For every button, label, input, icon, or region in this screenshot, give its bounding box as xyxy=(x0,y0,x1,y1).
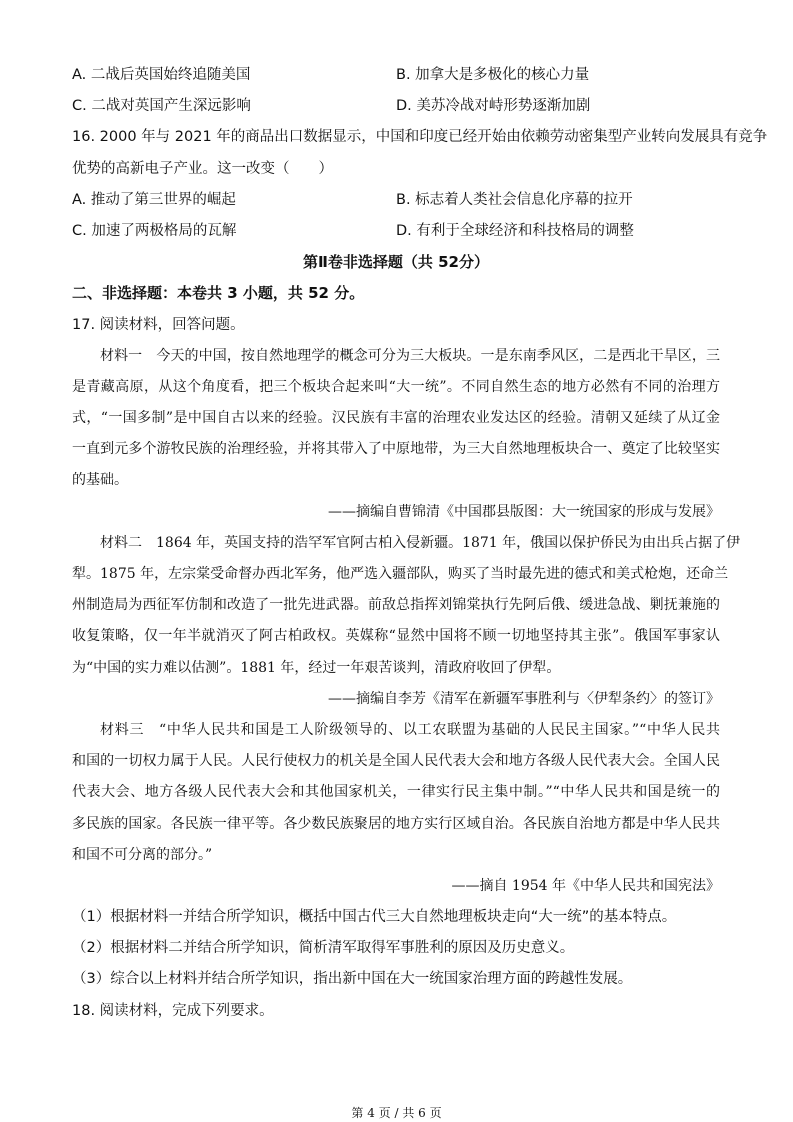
q16-options-row-1 xyxy=(72,185,720,216)
section-heading: 二、非选择题：本卷共 3 小题，共 52 分。 xyxy=(72,284,365,303)
material-2-line: 材料二 1864 年，英国支持的浩罕军官阿古柏入侵新疆。1871 年，俄国以保护侨民为由出兵占据了伊 xyxy=(100,534,741,551)
q17-stem: 17. 阅读材料，回答问题。 xyxy=(72,316,245,333)
material-2-line: 州制造局为西征军仿制和改造了一批先进武器。前敌总指挥刘锦棠执行先阿后俄、缓进急战、剿抚兼施的 xyxy=(72,597,720,614)
page-footer: 第 4 页 / 共 6 页 xyxy=(351,1106,442,1120)
q16-stem-line: 优势的高新电子产业。这一改变（ ） xyxy=(72,160,333,177)
material-3-source: ——摘自 1954 年《中华人民共和国宪法》 xyxy=(451,877,720,894)
q16-option-d: D. 有利于全球经济和科技格局的调整 xyxy=(396,222,634,239)
material-3-line: 多民族的国家。各民族一律平等。各少数民族聚居的地方实行区域自治。各民族自治地方都是中华人民共 xyxy=(72,815,720,832)
material-1-line: 一直到元多个游牧民族的治理经验，并将其带入了中原地带，为三大自然地理板块合一、奠定了比较坚实 xyxy=(72,441,720,458)
material-1-source: ——摘编自曹锦清《中国郡县版图：大一统国家的形成与发展》 xyxy=(328,503,720,520)
material-2-line: 收复策略，仅一年半就消灭了阿古柏政权。英媒称“显然中国将不顾一切地坚持其主张”。俄国军事家认 xyxy=(72,628,720,645)
q18-stem: 18. 阅读材料，完成下列要求。 xyxy=(72,1002,274,1019)
q15-option-b: B. 加拿大是多极化的核心力量 xyxy=(396,67,590,83)
material-3-line: 和国不可分离的部分。” xyxy=(72,846,213,863)
material-3-line: 材料三 “中华人民共和国是工人阶级领导的、以工农联盟为基础的人民民主国家。”“中华人民共 xyxy=(100,721,720,738)
section-title: 第Ⅱ卷非选择题（共 52分） xyxy=(303,253,489,272)
material-2-source: ——摘编自李芳《清军在新疆军事胜利与〈伊犁条约〉的签订》 xyxy=(328,690,720,707)
exam-page xyxy=(72,60,768,1027)
material-1-line: 是青藏高原，从这个角度看，把三个板块合起来叫“大一统”。不同自然生态的地方必然有不同的治理方 xyxy=(72,378,720,395)
q16-option-a: A. 推动了第三世界的崛起 xyxy=(72,191,236,208)
q16-option-b: B. 标志着人类社会信息化序幕的拉开 xyxy=(396,191,633,208)
q17-question-2: （2）根据材料二并结合所学知识，简析清军取得军事胜利的原因及历史意义。 xyxy=(72,940,575,957)
material-1-line: 式，“一国多制”是中国自古以来的经验。汉民族有丰富的治理农业发达区的经验。清朝又延续了从辽金 xyxy=(72,410,720,427)
q15-option-c: C. 二战对英国产生深远影响 xyxy=(72,98,251,115)
material-1-line: 的基础。 xyxy=(72,472,128,489)
material-2-line: 为“中国的实力难以估测”。1881 年，经过一年艰苦谈判，清政府收回了伊犁。 xyxy=(72,659,561,676)
material-1-line: 材料一 今天的中国，按自然地理学的概念可分为三大板块。一是东南季风区，二是西北干旱区，三 xyxy=(100,347,720,364)
q17-question-1: （1）根据材料一并结合所学知识，概括中国古代三大自然地理板块走向“大一统”的基本特点。 xyxy=(72,909,677,926)
material-3-line: 代表大会、地方各级人民代表大会和其他国家机关，一律实行民主集中制。”“中华人民共和国是统一的 xyxy=(72,784,720,801)
q15-options-row-1 xyxy=(72,60,720,91)
material-2-line: 犁。1875 年，左宗棠受命督办西北军务，他严选入疆部队，购买了当时最先进的德式和美式枪炮，还命兰 xyxy=(72,566,729,582)
q15-option-d: D. 美苏冷战对峙形势逐渐加剧 xyxy=(396,98,591,115)
q16-stem-line: 16. 2000 年与 2021 年的商品出口数据显示，中国和印度已经开始由依赖劳动密集型产业转向发展具有竞争 xyxy=(72,129,768,146)
q15-option-a: A. 二战后英国始终追随美国 xyxy=(72,67,251,83)
q15-options-row-2 xyxy=(72,91,720,122)
material-3-line: 和国的一切权力属于人民。人民行使权力的机关是全国人民代表大会和地方各级人民代表大会。全国人民 xyxy=(72,753,720,770)
q16-option-c: C. 加速了两极格局的瓦解 xyxy=(72,222,237,239)
q17-question-3: （3）综合以上材料并结合所学知识，指出新中国在大一统国家治理方面的跨越性发展。 xyxy=(72,971,633,988)
q16-options-row-2 xyxy=(72,216,720,247)
